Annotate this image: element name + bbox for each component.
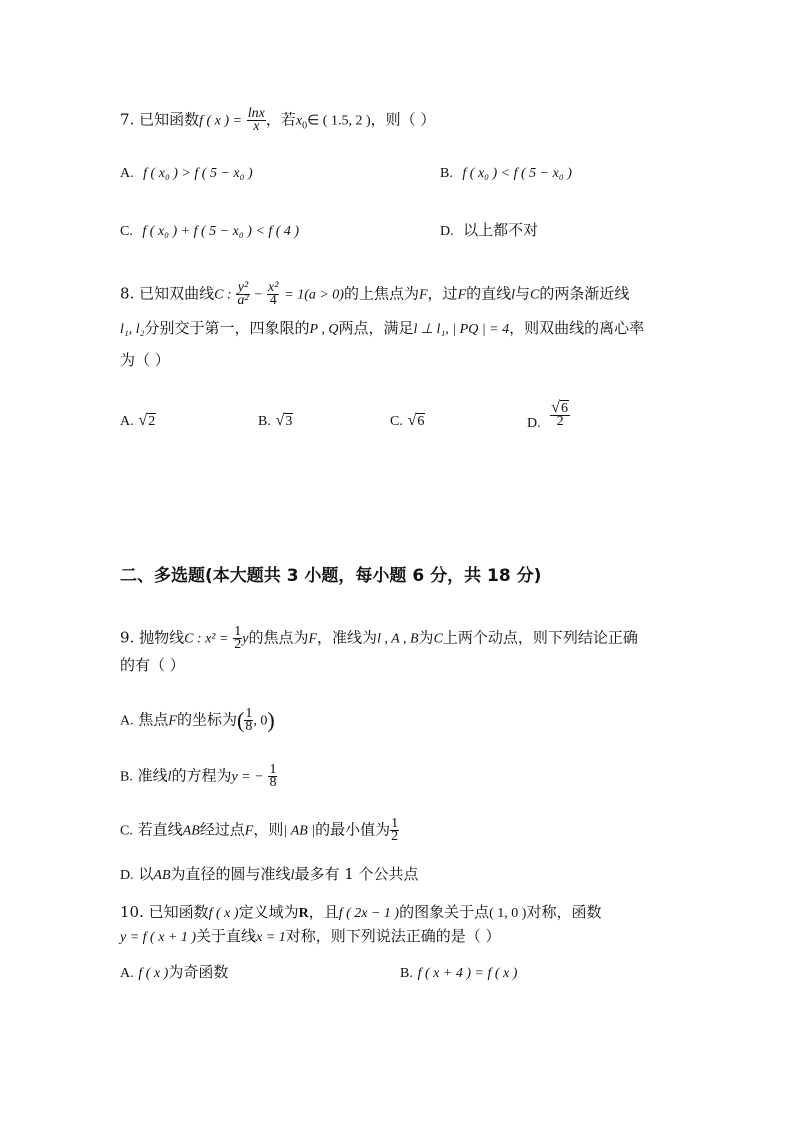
q7-function: f ( x ) = (199, 113, 242, 129)
q8-option-d[interactable]: D. $\frac{√6}{2}$ (527, 399, 568, 431)
q7-option-b[interactable]: B. f ( x₀ ) < f ( 5 − x₀ ) (440, 166, 572, 181)
section-title: 二、多选题(本大题共 3 小题，每小题 6 分，共 18 分) (120, 566, 542, 586)
q7-stem-text: 7. 已知函数 (120, 110, 200, 129)
q9-frac-c: $\frac{1}{2}$ (391, 816, 399, 844)
q8-frac-y: $\frac{\text{y²}}{\text{a²}}$ (237, 280, 249, 308)
sqrt-symbol: √3 (275, 412, 293, 429)
q9-stem-line1: 9. 抛物线C : x² = $\frac{1}{2}$ y的焦点为F，准线为l , A , B为C上两个动点，则下列结论正确 (120, 624, 638, 652)
q9-option-b[interactable]: B. 准线l的方程为y = − $\frac{1}{8}$ (120, 762, 277, 790)
q8-option-c[interactable]: C. √6 (390, 412, 425, 429)
q9-frac-eighth: $\frac{1}{8}$ (245, 706, 253, 734)
q7-interval: ∈ ( 1.5, 2 ) (307, 113, 371, 129)
q8-option-b[interactable]: B. √3 (258, 412, 293, 429)
q7-option-d[interactable]: D. 以上都不对 (440, 221, 539, 239)
q10-stem-line2: y = f ( x + 1 )关于直线x = 1对称，则下列说法正确的是（ ） (120, 927, 501, 945)
q8-frac-d: $\frac{√6}{2}$ (551, 399, 568, 429)
q9-stem-line2: 的有（ ） (120, 656, 185, 674)
q7-stem: 7. 已知函数f ( x ) = $\frac{\ln x}{x}$ ，若$x_0\in$ ( 1.5, 2 )，则（ ） (120, 106, 436, 134)
q10-stem-line1: 10. 已知函数f ( x )定义域为R，且f ( 2x − 1 )的图象关于点( 1, 0 )对称，函数 (120, 903, 602, 921)
q10-option-b[interactable]: B. f ( x + 4 ) = f ( x ) (400, 966, 518, 981)
q8-stem-line2: l₁, l₂分别交于第一，四象限的P , Q两点，满足l ⊥ l₁, | PQ | = 4，则双曲线的离心率 (120, 319, 645, 337)
q7-x0: x (295, 113, 303, 129)
q8-stem-line1: 8. 已知双曲线C : $\frac{\text{y²}}{\text{a²}}$ − $\frac{\text{x²}}{4}$ = 1(a > 0)的上焦点为F，过F的直线l与C的两条渐近线 (120, 280, 630, 308)
q7-fraction: $\frac{\ln x}{x}$ (247, 106, 265, 134)
q9-option-d[interactable]: D. 以AB为直径的圆与准线l最多有 1 个公共点 (120, 865, 419, 883)
sqrt-symbol: √2 (138, 412, 156, 429)
q9-frac-b: $\frac{1}{8}$ (269, 762, 277, 790)
q8-frac-x: $\frac{\text{x²}}{4}$ (268, 280, 279, 308)
q8-stem-line3: 为（ ） (120, 351, 170, 369)
sqrt-symbol: √6 (407, 412, 425, 429)
q8-option-a[interactable]: A. √2 (120, 412, 156, 429)
q10-option-a[interactable]: A. f ( x )为奇函数 (120, 963, 229, 981)
q9-frac-half: $\frac{1}{2}$ (234, 624, 242, 652)
q7-option-a[interactable]: A. f ( x₀ ) > f ( 5 − x₀ ) (120, 166, 253, 181)
q9-option-c[interactable]: C. 若直线AB经过点F，则| AB |的最小值为 $\frac{1}{2}$ (120, 816, 399, 844)
q7-option-c[interactable]: C. f ( x₀ ) + f ( 5 − x₀ ) < f ( 4 ) (120, 224, 300, 239)
q9-option-a[interactable]: A. 焦点F的坐标为( $\frac{1}{8}$ , 0) (120, 706, 275, 734)
